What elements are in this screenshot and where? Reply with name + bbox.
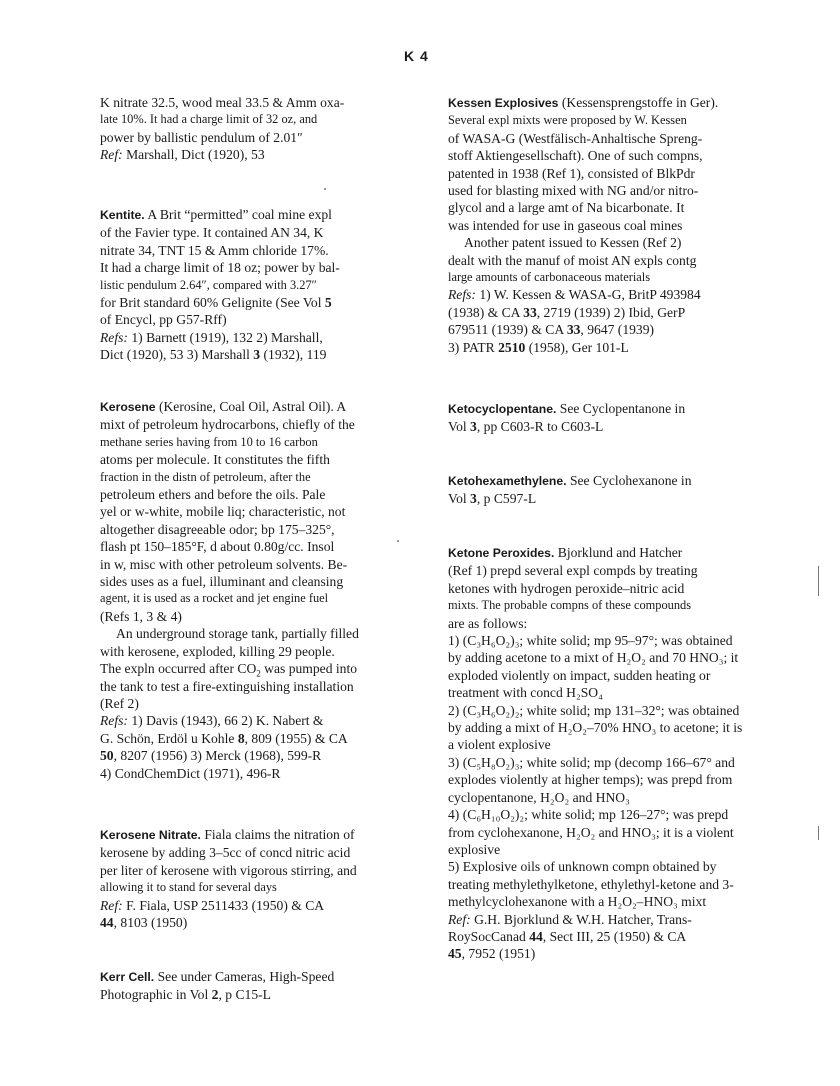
volume-number: 44	[529, 928, 543, 944]
text-line: K nitrate 32.5, wood meal 33.5 & Amm oxa-	[100, 95, 345, 110]
list-item: 5) Explosive oils of unknown compn obtained by treating methylethylketone, ethylethyl-ketone and 3-methylcyclohexanone with a H₂O₂–HNO₃ mixt	[448, 859, 734, 910]
text-line: with kerosene, exploded, killing 29 people.	[100, 643, 335, 659]
list-item: 4) (C₆H₁₀O₂)₂; white solid; mp 126–27°; was prepd from cyclohexanone, H₂O₂ and HNO₃; it is a violent explosive	[448, 807, 734, 857]
text-line: See under Cameras, High-Speed	[157, 969, 335, 984]
text-line: dealt with the manuf of moist AN expls contg	[448, 252, 697, 268]
volume-number: 45	[448, 946, 462, 962]
volume-number: 3	[253, 347, 261, 363]
scan-speck	[818, 566, 819, 596]
ref-text: F. Fiala, USP 2511433 (1950) & CA	[126, 897, 325, 913]
ref-text: 1) Barnett (1919), 132 2) Marshall,	[131, 329, 323, 345]
scan-speck	[397, 540, 399, 542]
ref-text: , 2719 (1939) 2) Ibid, GerP	[536, 304, 686, 320]
entry-term: Kerosene	[100, 400, 156, 414]
entry-kerosene-nitrate	[100, 826, 400, 931]
text-line: the tank to test a fire-extinguishing installation	[100, 678, 354, 694]
text-line: power by ballistic pendulum of 2.01″	[100, 129, 303, 145]
text-line: nitrate 34, TNT 15 & Amm chloride 17%.	[100, 242, 329, 258]
entry-term: Kessen Explosives	[448, 96, 559, 110]
entry-kessen-explosives	[448, 94, 748, 356]
ref-text: , Sect III, 25 (1950) & CA	[542, 928, 687, 944]
entry-ketone-peroxides	[448, 544, 748, 963]
entry-term: Ketocyclopentane.	[448, 402, 557, 416]
text-line: agent, it is used as a rocket and jet engine fuel	[100, 591, 329, 606]
ref-text: , 8103 (1950)	[113, 915, 188, 931]
text-line: See Cyclohexanone in	[569, 473, 692, 488]
text-line: Vol	[448, 491, 467, 507]
entry-term: Kentite.	[100, 208, 145, 222]
volume-number: 3	[470, 491, 477, 507]
ref-label: Ref:	[100, 897, 123, 913]
ref-text: 1) W. Kessen & WASA-G, BritP 493984	[479, 287, 701, 303]
text-line: of Encycl, pp G57-Rff)	[100, 312, 227, 328]
ref-label: Ref:	[100, 147, 123, 163]
text-line: Bjorklund and Hatcher	[557, 545, 683, 560]
list-item: 2) (C₃H₆O₂)₂; white solid; mp 131–32°; was obtained by adding a mixt of H₂O₂–70% HNO₃ to acetone; it is a violent explosive	[448, 702, 743, 753]
text-line: listic pendulum 2.64″, compared with 3.27″	[100, 277, 317, 292]
text-line: atoms per molecule. It constitutes the fifth	[100, 452, 330, 468]
text-line: in w, misc with other petroleum solvents. Be-	[100, 556, 348, 572]
text-line: for Brit standard 60% Gelignite (See Vol	[100, 295, 322, 311]
text-line: of the Favier type. It contained AN 34, K	[100, 225, 324, 241]
text-line: stoff Aktiengesellschaft). One of such compns,	[448, 148, 703, 164]
text-line: , p C597-L	[476, 491, 537, 507]
volume-number: 8	[237, 730, 245, 746]
text-line: (Kerosine, Coal Oil, Astral Oil). A	[158, 399, 347, 414]
text-line: , pp C603-R to C603-L	[476, 419, 604, 435]
text-line: ketones with hydrogen peroxide–nitric acid	[448, 580, 685, 596]
volume-number: 44	[100, 915, 114, 931]
text-line: See Cyclopentanone in	[559, 401, 686, 416]
text-line: Vol	[448, 419, 467, 435]
ref-text: 679511 (1939) & CA	[448, 322, 564, 338]
scan-speck	[324, 188, 326, 190]
entry-term: Ketone Peroxides.	[448, 546, 555, 560]
entry-kerr-cell	[100, 968, 400, 1004]
text-line: , p C15-L	[218, 987, 271, 1003]
entry-ketohexamethylene	[448, 472, 748, 508]
text-line: sides uses as a fuel, illuminant and cleansing	[100, 574, 344, 590]
text-line: flash pt 150–185°F, d about 0.80g/cc. Insol	[100, 539, 335, 555]
text-line: (Ref 2)	[100, 695, 139, 711]
ref-text: , 809 (1955) & CA	[244, 730, 348, 746]
text-line: methane series having from 10 to 16 carbon	[100, 434, 318, 449]
list-item: 1) (C₃H₆O₂)₃; white solid; mp 95–97°; was obtained by adding acetone to a mixt of H₂O₂ and 70 HNO₃; it exploded violently on impact, sudden heating or treatment with concd H₂SO₄	[448, 633, 739, 701]
text-line: Several expl mixts were proposed by W. Kessen	[448, 113, 687, 128]
text-line: yel or w-white, mobile liq; characteristic, not	[100, 504, 346, 520]
text-line: fraction in the distn of petroleum, after the	[100, 469, 311, 484]
text-line: of WASA-G (Westfälisch-Anhaltische Spreng-	[448, 130, 703, 146]
ref-text: G.H. Bjorklund & W.H. Hatcher, Trans-	[474, 911, 692, 927]
text-line: altogether disagreeable odor; bp 175–325°,	[100, 521, 335, 537]
text-line: mixt of petroleum hydrocarbons, chiefly of the	[100, 417, 355, 433]
ref-text: RoySocCanad	[448, 928, 526, 944]
ref-text: , 9647 (1939)	[580, 322, 655, 338]
text-line: used for blasting mixed with NG and/or nitro-	[448, 183, 699, 199]
text-line: (Ref 1) prepd several expl compds by treating	[448, 563, 698, 579]
ref-label: Ref:	[448, 911, 471, 927]
ref-label: Refs:	[100, 329, 128, 345]
text-line: allowing it to stand for several days	[100, 880, 277, 895]
text-line: mixts. The probable compns of these compounds	[448, 598, 692, 613]
volume-number: 2	[211, 987, 219, 1003]
volume-number: 3	[470, 419, 477, 435]
ref-label: Refs:	[448, 287, 476, 303]
text-line: (Kessensprengstoffe in Ger).	[561, 95, 719, 110]
ref-text: Dict (1920), 53 3) Marshall	[100, 347, 250, 363]
ref-label: Refs:	[100, 713, 128, 729]
ref-text: Marshall, Dict (1920), 53	[126, 147, 265, 163]
entry-term: Kerr Cell.	[100, 970, 155, 984]
text-line: It had a charge limit of 18 oz; power by bal-	[100, 260, 340, 276]
volume-number: 33	[566, 322, 581, 338]
ref-text: (1958), Ger 101-L	[525, 339, 629, 355]
text-line: 4) CondChemDict (1971), 496-R	[100, 765, 281, 781]
entry-kentite	[100, 206, 400, 364]
text-line: large amounts of carbonaceous materials	[448, 270, 651, 285]
scan-speck	[818, 826, 819, 840]
text-line: was intended for use in gaseous coal mines	[448, 217, 683, 233]
ref-text: (1932), 119	[263, 347, 327, 363]
text-line: are as follows:	[448, 615, 528, 631]
ref-text: , 8207 (1956) 3) Merck (1968), 599-R	[113, 748, 322, 764]
list-item: 3) (C₅H₈O₂)₃; white solid; mp (decomp 166–67° and explodes violently at higher temps); was prepd from cyclopentanone, H₂O₂ and HNO₃	[448, 754, 735, 805]
entry-ketocyclopentane	[448, 400, 748, 436]
text-line: was pumped into	[260, 661, 358, 677]
nitrate-entry-continued	[100, 94, 400, 164]
text-line: Another patent issued to Kessen (Ref 2)	[464, 235, 682, 251]
volume-number: 2510	[498, 339, 526, 355]
text-line: The expln occurred after CO	[100, 661, 257, 677]
text-line: per liter of kerosene with vigorous stirring, and	[100, 862, 357, 878]
ref-text: (1938) & CA	[448, 304, 520, 320]
entry-term: Ketohexamethylene.	[448, 474, 567, 488]
ref-text: 3) PATR	[448, 339, 495, 355]
text-line: late 10%. It had a charge limit of 32 oz, and	[100, 112, 318, 127]
text-line: patented in 1938 (Ref 1), consisted of BlkPdr	[448, 165, 695, 181]
text-line: glycol and a large amt of Na bicarbonate. It	[448, 200, 685, 216]
entry-term: Kerosene Nitrate.	[100, 828, 201, 842]
volume-number: 5	[324, 295, 332, 311]
text-line: An underground storage tank, partially filled	[116, 626, 359, 642]
text-line: petroleum ethers and before the oils. Pale	[100, 487, 326, 503]
volume-number: 50	[100, 748, 114, 764]
text-line: (Refs 1, 3 & 4)	[100, 608, 182, 624]
volume-number: 33	[523, 304, 537, 320]
page-number: K 4	[404, 48, 429, 64]
ref-text: , 7952 (1951)	[461, 946, 536, 962]
text-line: Fiala claims the nitration of	[204, 827, 355, 842]
entry-kerosene: Kerosene (Kerosine, Coal Oil, Astral Oil). A mixt of petroleum hydrocarbons, chiefly of the methane series having from 10 to 16 carbon atoms per molecule. It constitutes the fifth fraction in the distn of petroleum, after the petroleum ethers and before the oils. Pale yel or w-white, mobile liq; characteristic, not altogether disagreeable odor; bp 175–325°, flash pt 150–185°F, d about 0.80g/cc. Insol in w, misc with other petroleum solvents. Be- sides uses as a fuel, illuminant and cleansing agent, it is used as a rocket and jet engine fuel (Refs 1, 3 & 4) An underground storage tank, partially filled with kerosene, exploded, killing 29 people. The expln occurred after $CO_2$ was pumped into the tank to test a fire-extinguishing installation (Ref 2) Refs: 1) Davis (1943), 66 2) K. Nabert & G. Schön, Erdöl u Kohle 8, 809 (1955) & CA 50, 8207 (1956) 3) Merck (1968), 599-R 4) CondChemDict (1971), 496-R	[100, 398, 400, 782]
text-line: A Brit “permitted” coal mine expl	[147, 207, 332, 222]
ref-text: G. Schön, Erdöl u Kohle	[100, 730, 235, 746]
text-line: kerosene by adding 3–5cc of concd nitric acid	[100, 845, 351, 861]
ref-text: 1) Davis (1943), 66 2) K. Nabert &	[131, 713, 324, 729]
text-line: Photographic in Vol	[100, 987, 209, 1003]
